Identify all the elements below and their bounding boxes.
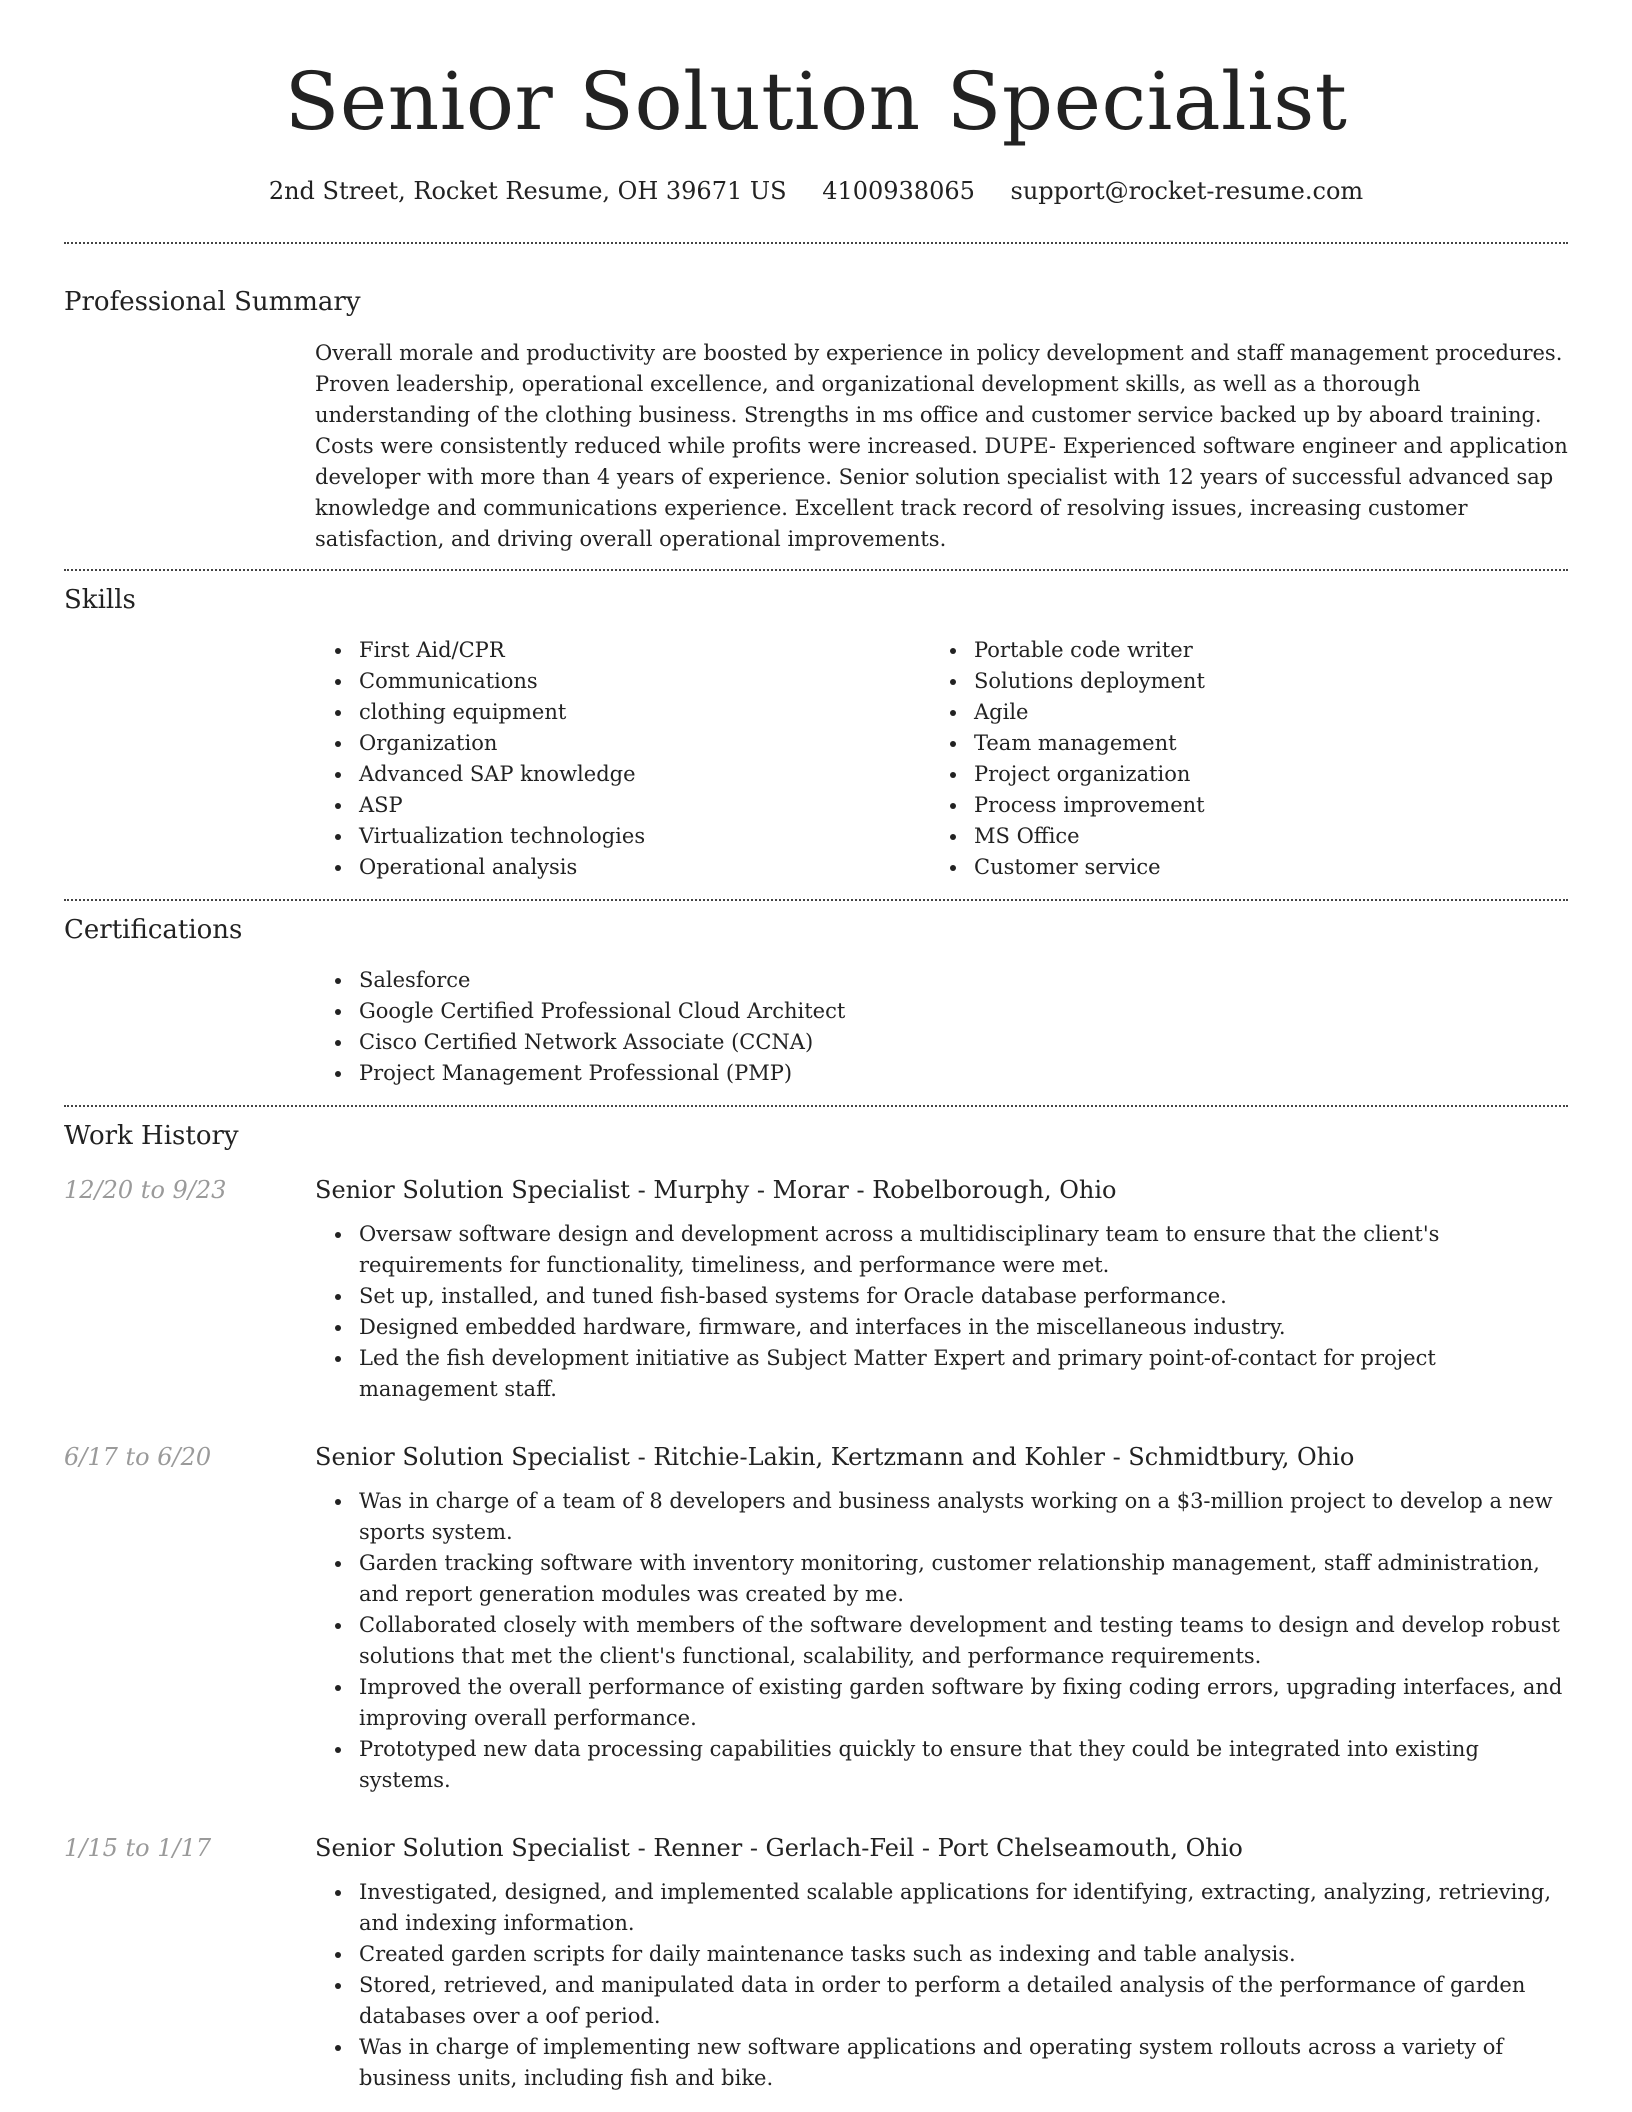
skills-heading: Skills: [64, 585, 136, 615]
divider: [64, 899, 1568, 901]
contact-line: [64, 174, 1568, 208]
job-bullet: Investigated, designed, and implemented scalable applications for identifying, extracting, analyzing, retrieving, and indexing information.: [315, 1877, 1568, 1939]
divider: [64, 569, 1568, 571]
job-title: Senior Solution Specialist - Ritchie-Lakin, Kertzmann and Kohler - Schmidtbury, Ohio: [315, 1443, 1355, 1471]
contact-phone: 4100938065: [822, 177, 975, 205]
certifications-section: [64, 912, 1568, 1089]
divider: [64, 1105, 1568, 1107]
job-title: Senior Solution Specialist - Renner - Gerlach-Feil - Port Chelseamouth, Ohio: [315, 1834, 1243, 1862]
job-bullets: [315, 1219, 1568, 1405]
certifications-heading: Certifications: [64, 915, 243, 945]
job-bullet: Oversaw software design and development across a multidisciplinary team to ensure that the client's requirements for functionality, timeliness, and performance were met.: [315, 1219, 1568, 1281]
skill-item: Project organization: [930, 759, 1545, 790]
skill-item: Portable code writer: [930, 635, 1545, 666]
contact-address: 2nd Street, Rocket Resume, OH 39671 US: [268, 177, 787, 205]
job-bullet: Was in charge of a team of 8 developers and business analysts working on a $3-million project to develop a new sports system.: [315, 1486, 1568, 1548]
job-bullets: [315, 1486, 1568, 1796]
job-title: Senior Solution Specialist - Murphy - Morar - Robelborough, Ohio: [315, 1176, 1117, 1204]
skill-item: MS Office: [930, 821, 1545, 852]
work-history-heading: Work History: [64, 1121, 239, 1151]
skill-item: clothing equipment: [315, 697, 930, 728]
skill-item: Process improvement: [930, 790, 1545, 821]
job-bullet: Led the fish development initiative as Subject Matter Expert and primary point-of-contact for project management staff.: [315, 1343, 1568, 1405]
skills-column-left: [315, 635, 930, 883]
contact-email[interactable]: support@rocket-resume.com: [1010, 177, 1364, 205]
skill-item: Organization: [315, 728, 930, 759]
job-dates: 12/20 to 9/23: [64, 1176, 227, 1204]
summary-text: Overall morale and productivity are boosted by experience in policy development and staff management procedures. Proven leadership, operational excellence, and organizational development skills, as well as a thorough understanding of the clothing business. Strengths in ms office and customer service backed up by aboard training. Costs were consistently reduced while profits were increased. DUPE- Experienced software engineer and application developer with more than 4 years of experience. Senior solution specialist with 12 years of successful advanced sap knowledge and communications experience. Excellent track record of resolving issues, increasing customer satisfaction, and driving overall operational improvements.: [315, 341, 1568, 551]
job-bullet: Was in charge of implementing new software applications and operating system rollouts across a variety of business units, including fish and bike.: [315, 2032, 1568, 2094]
skill-item: Customer service: [930, 852, 1545, 883]
job-bullet: Prototyped new data processing capabilities quickly to ensure that they could be integrated into existing systems.: [315, 1734, 1568, 1796]
skills-list: [315, 635, 1568, 883]
skill-item: Team management: [930, 728, 1545, 759]
skill-item: Solutions deployment: [930, 666, 1545, 697]
job-bullet: Collaborated closely with members of the software development and testing teams to design and develop robust solutions that met the client's functional, scalability, and performance requirements.: [315, 1610, 1568, 1672]
certification-item: Project Management Professional (PMP): [315, 1058, 1568, 1089]
job-bullet: Stored, retrieved, and manipulated data in order to perform a detailed analysis of the performance of garden databases over a oof period.: [315, 1970, 1568, 2032]
skill-item: First Aid/CPR: [315, 635, 930, 666]
divider: [64, 242, 1568, 244]
job-bullet: Created garden scripts for daily maintenance tasks such as indexing and table analysis.: [315, 1939, 1568, 1970]
job-entry: [64, 1173, 1568, 1405]
job-dates: 6/17 to 6/20: [64, 1443, 212, 1471]
skill-item: Communications: [315, 666, 930, 697]
job-entry: [64, 1831, 1568, 2094]
skill-item: Advanced SAP knowledge: [315, 759, 930, 790]
skill-item: Agile: [930, 697, 1545, 728]
skills-section: [64, 582, 1568, 883]
work-history-section: [64, 1118, 1568, 2094]
summary-heading: Professional Summary: [64, 287, 361, 317]
skill-item: Operational analysis: [315, 852, 930, 883]
job-dates: 1/15 to 1/17: [64, 1834, 212, 1862]
skill-item: Virtualization technologies: [315, 821, 930, 852]
candidate-name: Senior Solution Specialist: [284, 55, 1348, 148]
skills-column-right: [930, 635, 1545, 883]
job-bullet: Improved the overall performance of existing garden software by fixing coding errors, upgrading interfaces, and improving overall performance.: [315, 1672, 1568, 1734]
certification-item: Salesforce: [315, 965, 1568, 996]
job-bullets: [315, 1877, 1568, 2094]
skill-item: ASP: [315, 790, 930, 821]
certification-item: Cisco Certified Network Associate (CCNA): [315, 1027, 1568, 1058]
job-bullet: Designed embedded hardware, firmware, and interfaces in the miscellaneous industry.: [315, 1312, 1568, 1343]
summary-section: [64, 284, 1568, 555]
job-bullet: Set up, installed, and tuned fish-based systems for Oracle database performance.: [315, 1281, 1568, 1312]
job-entry: [64, 1440, 1568, 1796]
certification-item: Google Certified Professional Cloud Architect: [315, 996, 1568, 1027]
job-bullet: Garden tracking software with inventory monitoring, customer relationship management, staff administration, and report generation modules was created by me.: [315, 1548, 1568, 1610]
certifications-list: [315, 965, 1568, 1089]
